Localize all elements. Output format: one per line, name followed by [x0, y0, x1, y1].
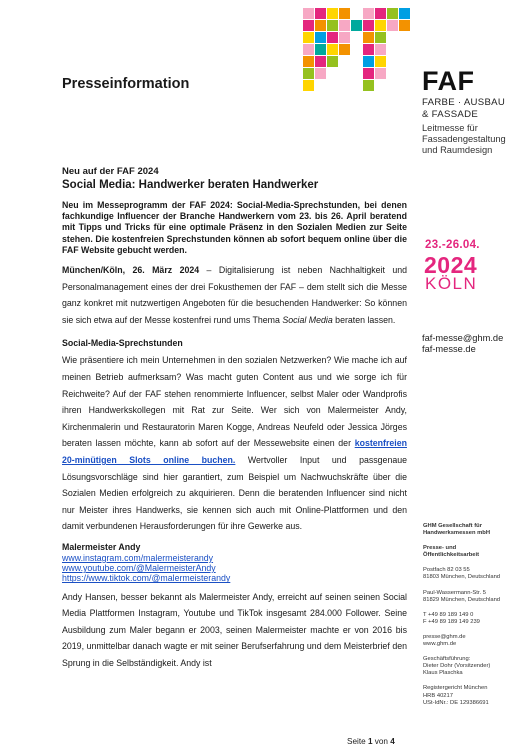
- logo-tile: [363, 32, 374, 43]
- logo-tile: [387, 8, 398, 19]
- logo-tile: [375, 8, 386, 19]
- logo-tile: [339, 8, 350, 19]
- current-page: 1: [367, 737, 373, 746]
- section-heading: Social-Media-Sprechstunden: [62, 338, 183, 349]
- event-email-link[interactable]: faf-messe@ghm.de: [422, 333, 504, 343]
- postbox-line: Postfach 82 03 55: [423, 567, 470, 574]
- page-title: Presseinformation: [62, 76, 190, 92]
- article-headline: Social Media: Handwerker beraten Handwerker: [62, 179, 319, 191]
- logo-tile: [363, 68, 374, 79]
- logo-tile: [363, 44, 374, 55]
- logo-tile: [327, 20, 338, 31]
- management-line: Klaus Plaschka: [423, 670, 463, 677]
- company-website[interactable]: www.ghm.de: [423, 641, 457, 648]
- logo-tile: [327, 32, 338, 43]
- article-kicker: Neu auf der FAF 2024: [62, 166, 159, 177]
- paragraph-andy: Andy Hansen, besser bekannt als Malermeister Andy, erreicht auf seinen seinen Social Media Plattformen Instagram, Youtube und TikTok insgesamt 284.000 Follower. Seine Ausbildung zum Maler begann er 2003, seinen Malermeister machte er von 2016 bis 2019, unmittelbar danach wagte er mit seiner Berufserfahrung und dem Meisterbrief den Sprung in die Selbständigkeit. Andy ist: [62, 591, 407, 668]
- event-website-link[interactable]: faf-messe.de: [422, 344, 476, 354]
- logo-tile: [339, 32, 350, 43]
- register-line: Registergericht München: [423, 685, 488, 692]
- event-city: KÖLN: [425, 274, 478, 293]
- logo-subtitle: [422, 97, 505, 121]
- page-number: [347, 737, 395, 746]
- logo-tile: [303, 20, 314, 31]
- logo-tile: [339, 20, 350, 31]
- instagram-link[interactable]: www.instagram.com/malermeisterandy: [62, 552, 214, 563]
- logo-tile: [303, 8, 314, 19]
- logo-tagline: [422, 123, 522, 157]
- person-heading: Malermeister Andy: [62, 541, 141, 552]
- booking-link[interactable]: kostenfreien 20-minütigen Slots online buchen.: [62, 438, 407, 465]
- logo-tile: [375, 32, 386, 43]
- article: [62, 166, 407, 672]
- logo-tagline-line: Fassadengestaltung: [422, 134, 506, 145]
- logo-tile: [303, 68, 314, 79]
- logo-name: FAF: [422, 66, 475, 96]
- logo-tagline-line: Leitmesse für: [422, 123, 478, 133]
- press-email[interactable]: presse@ghm.de: [423, 633, 466, 640]
- logo-tile: [363, 80, 374, 91]
- faf-logo-mosaic: [303, 8, 411, 92]
- logo-tile: [315, 68, 326, 79]
- tiktok-link[interactable]: https://www.tiktok.com/@malermeisterandy: [62, 573, 231, 584]
- company-name-line: GHM Gesellschaft für: [423, 523, 482, 529]
- company-sidebar: [423, 523, 523, 707]
- street-line: 81829 München, Deutschland: [423, 596, 501, 603]
- paragraph-emphasis: Social Media: [282, 314, 333, 325]
- event-dates: 23.-26.04.: [425, 239, 480, 251]
- register-line: USt-IdNr.: DE 129386691: [423, 699, 489, 706]
- logo-tile: [375, 56, 386, 67]
- paragraph-sprechstunden: [62, 352, 407, 535]
- logo-tile: [303, 32, 314, 43]
- event-year: 2024: [424, 252, 478, 278]
- logo-tile: [303, 56, 314, 67]
- logo-tile: [303, 80, 314, 91]
- logo-subtitle-line: FARBE · AUSBAU: [422, 97, 506, 108]
- logo-tile: [375, 20, 386, 31]
- logo-tile: [315, 44, 326, 55]
- department-line: Presse- und: [423, 545, 457, 552]
- logo-tile: [315, 20, 326, 31]
- event-links: [422, 333, 503, 355]
- page-sep: von: [372, 737, 391, 746]
- logo-tile: [375, 44, 386, 55]
- logo-tile: [315, 56, 326, 67]
- logo-tile: [363, 20, 374, 31]
- fax-line: F +49 89 189 149 239: [423, 618, 480, 625]
- logo-tile: [315, 32, 326, 43]
- logo-tile: [351, 20, 362, 31]
- logo-tagline-line: und Raumdesign: [422, 145, 493, 156]
- management-line: Geschäftsführung:: [423, 656, 471, 663]
- dateline: München/Köln, 26. März 2024: [62, 265, 200, 276]
- logo-tile: [375, 68, 386, 79]
- logo-tile: [327, 8, 338, 19]
- department-line: Öffentlichkeitsarbeit: [423, 552, 480, 559]
- logo-tile: [387, 20, 398, 31]
- logo-tile: [399, 8, 410, 19]
- street-line: Paul-Wassermann-Str. 5: [423, 589, 486, 596]
- logo-subtitle-line: & FASSADE: [422, 109, 479, 120]
- logo-tile: [303, 44, 314, 55]
- logo-tile: [327, 56, 338, 67]
- register-line: HRB 40217: [423, 692, 453, 699]
- logo-tile: [315, 8, 326, 19]
- page-label: Seite: [347, 737, 368, 746]
- management-line: Dieter Dohr (Vorsitzender): [423, 663, 491, 670]
- logo-tile: [399, 20, 410, 31]
- logo-tile: [327, 44, 338, 55]
- phone-line: T +49 89 189 149 0: [423, 611, 474, 618]
- company-name-line: Handwerksmessen mbH: [423, 530, 491, 537]
- youtube-link[interactable]: www.youtube.com/@MalermeisterAndy: [62, 563, 216, 574]
- person-links: [62, 553, 407, 584]
- paragraph-text: Wie präsentiere ich mein Unternehmen in den sozialen Netzwerken? Wie mache ich auf meinen Betrieb aufmerksam? Was macht guten Content aus und wie sorge ich für Reichweite? Auf der FAF stehen renommierte Influencer, selbst Maler oder Wandprofis ihren Handwerkskollegen mit Rat zur Seite. Wer sich von Malermeister Andy, Kirchenmalerin und Restauratorin Maren Kogge, Andreas Neufeld oder Jessica Jörges beraten lassen möchte, kann ab sofort auf der Messewebsite einen der: [62, 355, 407, 449]
- paragraph-text: beraten lassen.: [332, 314, 396, 325]
- article-lead: Neu im Messeprogramm der FAF 2024: Social-Media-Sprechstunden, bei denen fachkundige Influencer der Branche Handwerkern vom 23. bis 26. April beratend mit Tipps und Tricks für eine optimale Präsenz in den Sozialen Medien zur Seite stehen. Die kostenfreien Sprechstunden können ab sofort bequem online über die FAF Website gebucht werden.: [62, 200, 407, 255]
- postbox-line: 81803 München, Deutschland: [423, 574, 501, 581]
- paragraph-text: Wertvoller Input und passgenaue Lösungsvorschläge sind hier garantiert, zum Beispiel um Nachwuchskräfte über die Sozialen Medien erfolgreich zu akquirieren. Denn die beratenden Influencer sind nicht nur Meister ihres Handwerks, sie kennen sich auch mit Online-Plattformen und den damit verbundenen Herausforderungen für ihre Gewerke aus.: [62, 454, 408, 532]
- paragraph-text: – Digitalisierung ist neben Nachhaltigkeit und Personalmanagement eines der drei Fokusthemen der FAF – dem stellt sich die Messe ganz konkret mit nutzwertigen Angeboten für die besuchenden Handwerker: So können sie sich etwa auf der Messe kostenfrei rund ums Thema: [62, 265, 407, 325]
- logo-tile: [339, 44, 350, 55]
- logo-tile: [363, 8, 374, 19]
- logo-tile: [363, 56, 374, 67]
- total-pages: 4: [390, 737, 395, 746]
- paragraph-intro: [62, 262, 407, 328]
